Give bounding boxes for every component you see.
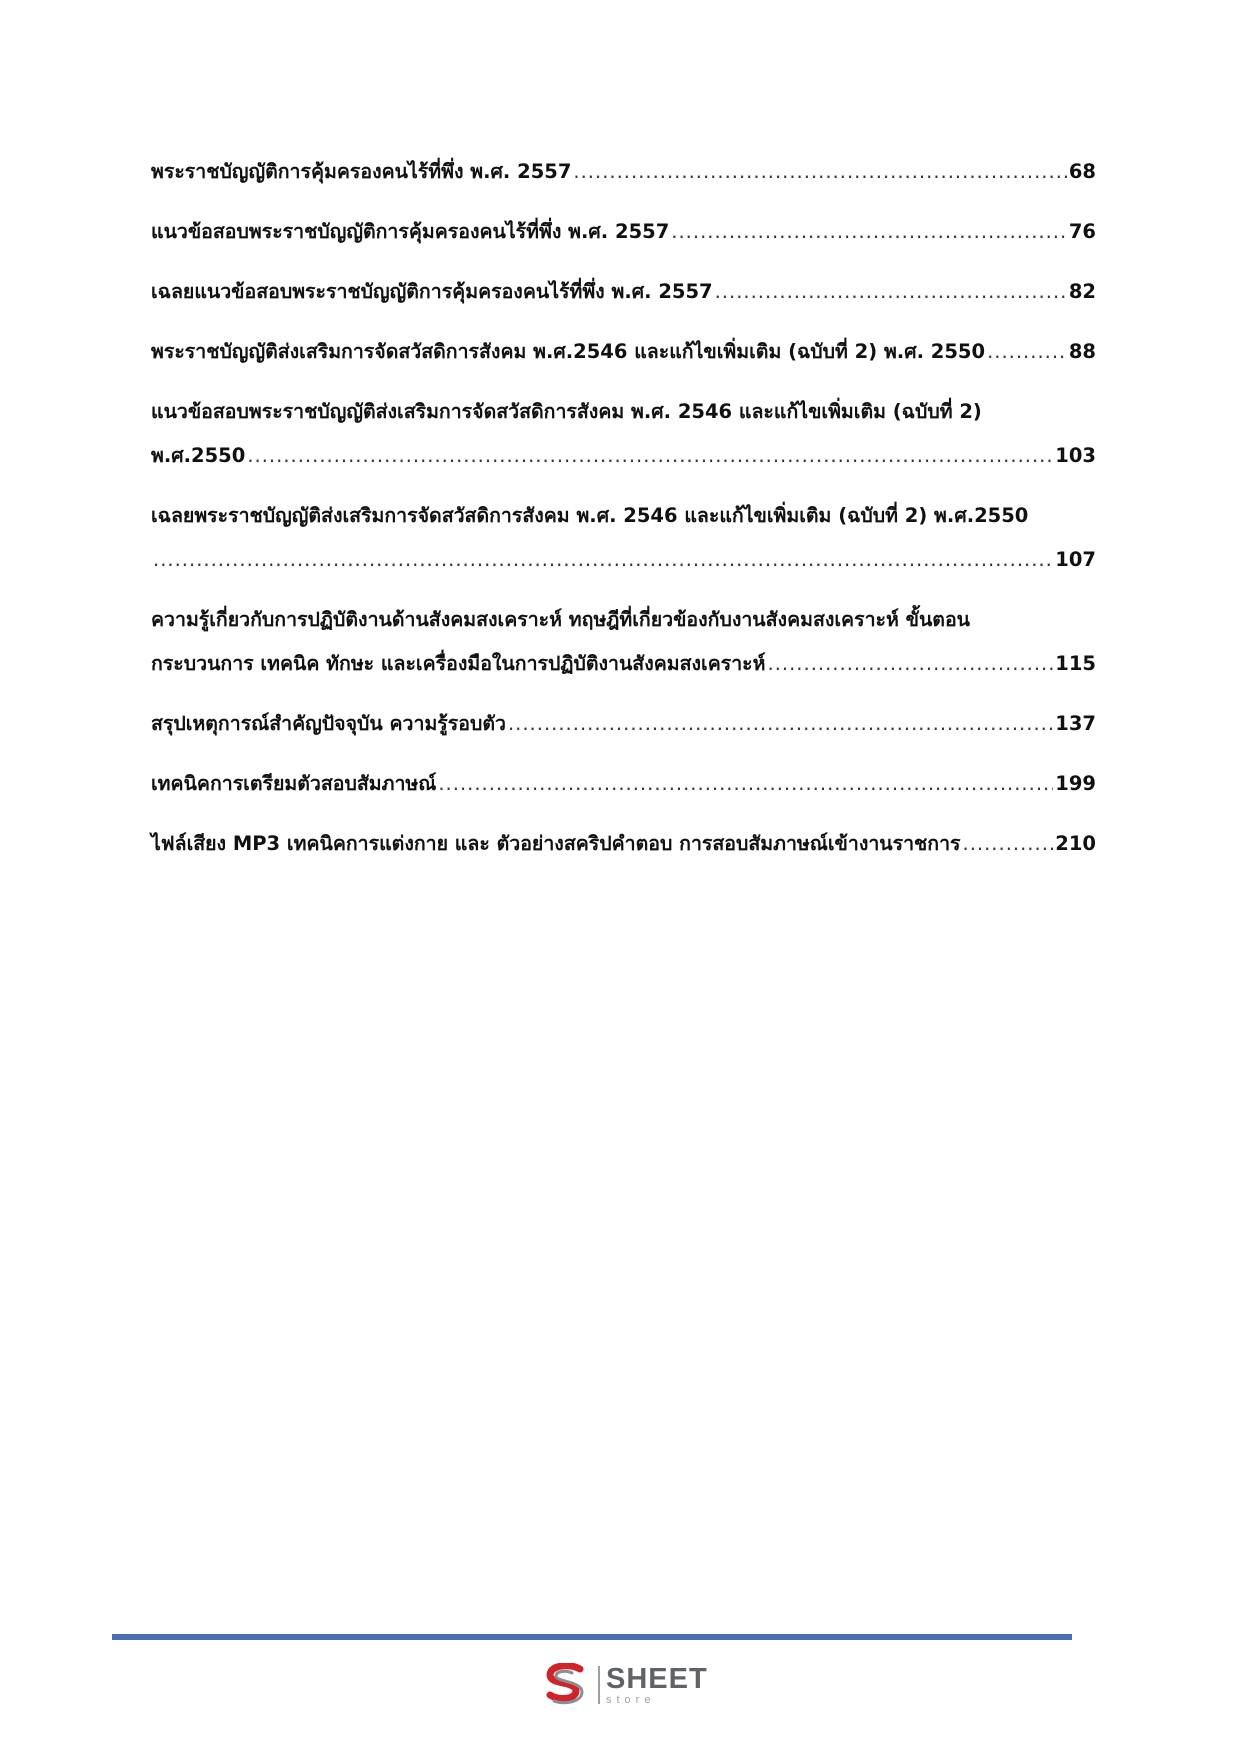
toc-entry-title: พระราชบัญญัติการคุ้มครองคนไร้ที่พึ่ง พ.ศ. 2557: [151, 160, 572, 183]
toc-page-number: 199: [1055, 772, 1096, 795]
toc-entry-title: สรุปเหตุการณ์สำคัญปัจจุบัน ความรู้รอบตัว: [151, 712, 506, 735]
sheet-store-logo-mark-icon: [542, 1663, 592, 1707]
toc-entry-title: กระบวนการ เทคนิค ทักษะ และเครื่องมือในการปฏิบัติงานสังคมสงเคราะห์: [151, 652, 766, 675]
toc-page-number: 68: [1068, 160, 1096, 183]
toc-dot-leader: [963, 822, 1054, 866]
toc-page-number: 82: [1068, 280, 1096, 303]
sheet-store-logo: [542, 1663, 708, 1707]
toc-entry-title: ความรู้เกี่ยวกับการปฏิบัติงานด้านสังคมสงเคราะห์ ทฤษฎีที่เกี่ยวข้องกับงานสังคมสงเคราะห์ ขั้นตอน: [151, 608, 970, 631]
toc-page-number: 107: [1055, 548, 1096, 571]
toc-entry[interactable]: [151, 822, 1096, 866]
logo-subtext: store: [606, 1693, 656, 1706]
toc-page-number: 210: [1055, 832, 1096, 855]
toc-dot-leader: [508, 702, 1053, 746]
toc-entry-line: [151, 330, 1096, 374]
toc-entry-line: [151, 434, 1096, 478]
toc-entry[interactable]: [151, 210, 1096, 254]
toc-entry[interactable]: [151, 270, 1096, 314]
toc-entry-line: [151, 642, 1096, 686]
toc-dot-leader: [987, 330, 1067, 374]
toc-entry-line: [151, 598, 1096, 642]
toc-dot-leader: [715, 270, 1067, 314]
toc-page-number: 103: [1055, 444, 1096, 467]
toc-entry[interactable]: [151, 762, 1096, 806]
logo-separator: [598, 1666, 600, 1704]
toc-entry[interactable]: [151, 150, 1096, 194]
toc-entry[interactable]: [151, 702, 1096, 746]
toc-dot-leader: [768, 642, 1054, 686]
toc-entry-line: [151, 822, 1096, 866]
footer-rule: [112, 1634, 1072, 1640]
toc-entry-title: เฉลยแนวข้อสอบพระราชบัญญัติการคุ้มครองคนไร้ที่พึ่ง พ.ศ. 2557: [151, 280, 713, 303]
toc-dot-leader: [438, 762, 1053, 806]
toc-entry-line: [151, 150, 1096, 194]
toc-entry-line: [151, 762, 1096, 806]
toc-entry-title: พระราชบัญญัติส่งเสริมการจัดสวัสดิการสังคม พ.ศ.2546 และแก้ไขเพิ่มเติม (ฉบับที่ 2) พ.ศ. 2550: [151, 340, 986, 363]
toc-entry-line: [151, 270, 1096, 314]
toc-entry-title: เทคนิคการเตรียมตัวสอบสัมภาษณ์: [151, 772, 437, 795]
toc-dot-leader: [573, 150, 1066, 194]
toc-entry-line: [151, 210, 1096, 254]
toc-page-number: 137: [1055, 712, 1096, 735]
toc-dot-leader: [671, 210, 1067, 254]
toc-page-number: 88: [1068, 340, 1096, 363]
toc-entry-line: [151, 390, 1096, 434]
table-of-contents: [151, 150, 1096, 882]
toc-entry-line: [151, 702, 1096, 746]
toc-entry[interactable]: [151, 390, 1096, 478]
toc-entry[interactable]: [151, 598, 1096, 686]
toc-entry-line: [151, 494, 1096, 538]
toc-page-number: 76: [1068, 220, 1096, 243]
toc-entry-title: แนวข้อสอบพระราชบัญญัติส่งเสริมการจัดสวัสดิการสังคม พ.ศ. 2546 และแก้ไขเพิ่มเติม (ฉบับที่ 2): [151, 400, 982, 423]
toc-entry-title: แนวข้อสอบพระราชบัญญัติการคุ้มครองคนไร้ที่พึ่ง พ.ศ. 2557: [151, 220, 670, 243]
toc-dot-leader: [153, 538, 1053, 582]
toc-page-number: 115: [1055, 652, 1096, 675]
toc-entry[interactable]: [151, 330, 1096, 374]
toc-entry-title: พ.ศ.2550: [151, 444, 246, 467]
toc-entry-title: ไฟล์เสียง MP3 เทคนิคการแต่งกาย และ ตัวอย่างสคริปคำตอบ การสอบสัมภาษณ์เข้างานราชการ: [151, 832, 961, 855]
toc-entry-line: [151, 538, 1096, 582]
toc-entry[interactable]: [151, 494, 1096, 582]
logo-text: SHEET: [606, 1662, 708, 1695]
toc-entry-title: เฉลยพระราชบัญญัติส่งเสริมการจัดสวัสดิการสังคม พ.ศ. 2546 และแก้ไขเพิ่มเติม (ฉบับที่ 2) พ.ศ.2550: [151, 504, 1029, 527]
toc-dot-leader: [247, 434, 1053, 478]
